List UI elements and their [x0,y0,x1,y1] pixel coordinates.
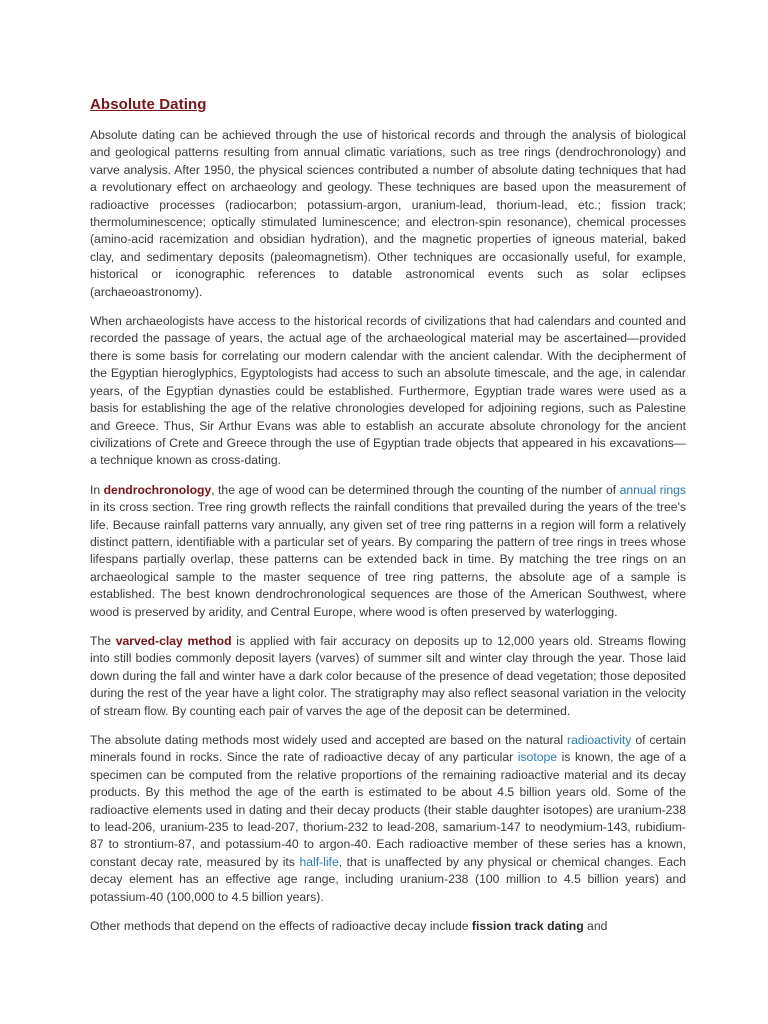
text-segment: The [90,633,116,648]
text-segment: The absolute dating methods most widely used and accepted are based on the natural [90,733,568,747]
text-segment: Other methods that depend on the effects of radioactive decay include [90,919,472,934]
term-fission-track-dating: fission track dating [471,919,584,934]
link-isotope[interactable]: isotope [517,750,558,765]
text-segment: in its cross section. Tree ring growth reflects the rainfall conditions that prevailed during the years of the tree's life. Because rainfall patterns vary annually, any given set of tree ring patterns in a region will form a relatively distinct pattern, identifiable with a particular set of years. By comparing the pattern of tree rings in trees whose lifespans partially overlap, these patterns can be extended back in time. By matching the tree rings on an archaeological sample to the master sequence of tree ring patterns, the absolute age of a sample is established. The best known dendrochronological sequences are those of the American Southwest, where wood is preserved by aridity, and Central Europe, where wood is often preserved by waterlogging. [90,500,686,619]
paragraph-dendrochronology [90,482,686,621]
paragraph-varved-clay [90,633,686,720]
text-segment: , that is unaffected by any physical or chemical changes. Each decay element has an effective age range, including uranium-238 (100 million to 4.5 billion years) and potassium-40 (100,000 to 4.5 billion years). [90,854,686,904]
paragraph-intro: Absolute dating can be achieved through the use of historical records and through the analysis of biological and geological patterns resulting from annual climatic variations, such as tree rings (dendrochronology) and varve analysis. After 1950, the physical sciences contributed a number of absolute dating techniques that had a revolutionary effect on archaeology and geology. These techniques are based upon the measurement of radioactive processes (radiocarbon; potassium-argon, uranium-lead, thorium-lead, etc.; fission track; thermoluminescence; optically stimulated luminescence; and electron-spin resonance), chemical processes (amino-acid racemization and obsidian hydration), and the magnetic properties of igneous material, baked clay, and sedimentary deposits (paleomagnetism). Other techniques are occasionally useful, for example, historical or iconographic references to datable astronomical events such as solar eclipses (archaeoastronomy). [90,128,686,299]
paragraph-radioactive-decay [90,732,686,906]
term-dendrochronology: dendrochronology [103,482,212,497]
text-segment: is applied with fair accuracy on deposits up to 12,000 years old. Streams flowing into still bodies commonly deposit layers (varves) of summer silt and winter clay through the year. Those laid down during the fall and winter have a dark color because of the presence of dead vegetation; those deposited during the rest of the year have a light color. The stratigraphy may also reflect seasonal variation in the velocity of stream flow. By counting each pair of varves the age of the deposit can be determined. [90,633,686,718]
link-half-life[interactable]: half-life [299,854,339,869]
text-segment: is known, the age of a specimen can be computed from the relative proportions of the remaining radioactive material and its decay products. By this method the age of the earth is estimated to be about 4.5 billion years old. Some of the radioactive elements used in dating and their decay products (their stable daughter isotopes) are uranium-238 to lead-206, uranium-235 to lead-207, thorium-232 to lead-208, samarium-147 to neodymium-143, rubidium-87 to strontium-87, and potassium-40 to argon-40. Each radioactive member of these series has a known, constant decay rate, measured by its [90,750,687,869]
link-radioactivity[interactable]: radioactivity [567,733,632,747]
text-segment: of certain minerals found in rocks. Since the rate of radioactive decay of any particular [90,733,686,765]
paragraph-other-methods [90,918,686,935]
link-annual-rings[interactable]: annual rings [619,482,686,497]
text-segment: and [583,919,608,934]
term-varved-clay-method: varved-clay method [115,633,232,648]
page-title: Absolute Dating [90,96,207,113]
paragraph-historical-records: When archaeologists have access to the historical records of civilizations that had calendars and counted and recorded the passage of years, the actual age of the archaeological material may be ascertained—provided there is some basis for correlating our modern calendar with the ancient calendar. With the decipherment of the Egyptian hieroglyphics, Egyptologists had access to such an absolute timescale, and the age, in calendar years, of the Egyptian dynasties could be established. Furthermore, Egyptian trade wares were used as a basis for establishing the age of the relative chronologies developed for adjoining regions, such as Palestine and Greece. Thus, Sir Arthur Evans was able to establish an accurate absolute chronology for the ancient civilizations of Crete and Greece through the use of Egyptian trade objects that appeared in his excavations—a technique known as cross-dating. [90,314,686,468]
document-page [90,96,686,947]
text-segment: In [90,482,104,497]
text-segment: , the age of wood can be determined through the counting of the number of [211,482,620,497]
